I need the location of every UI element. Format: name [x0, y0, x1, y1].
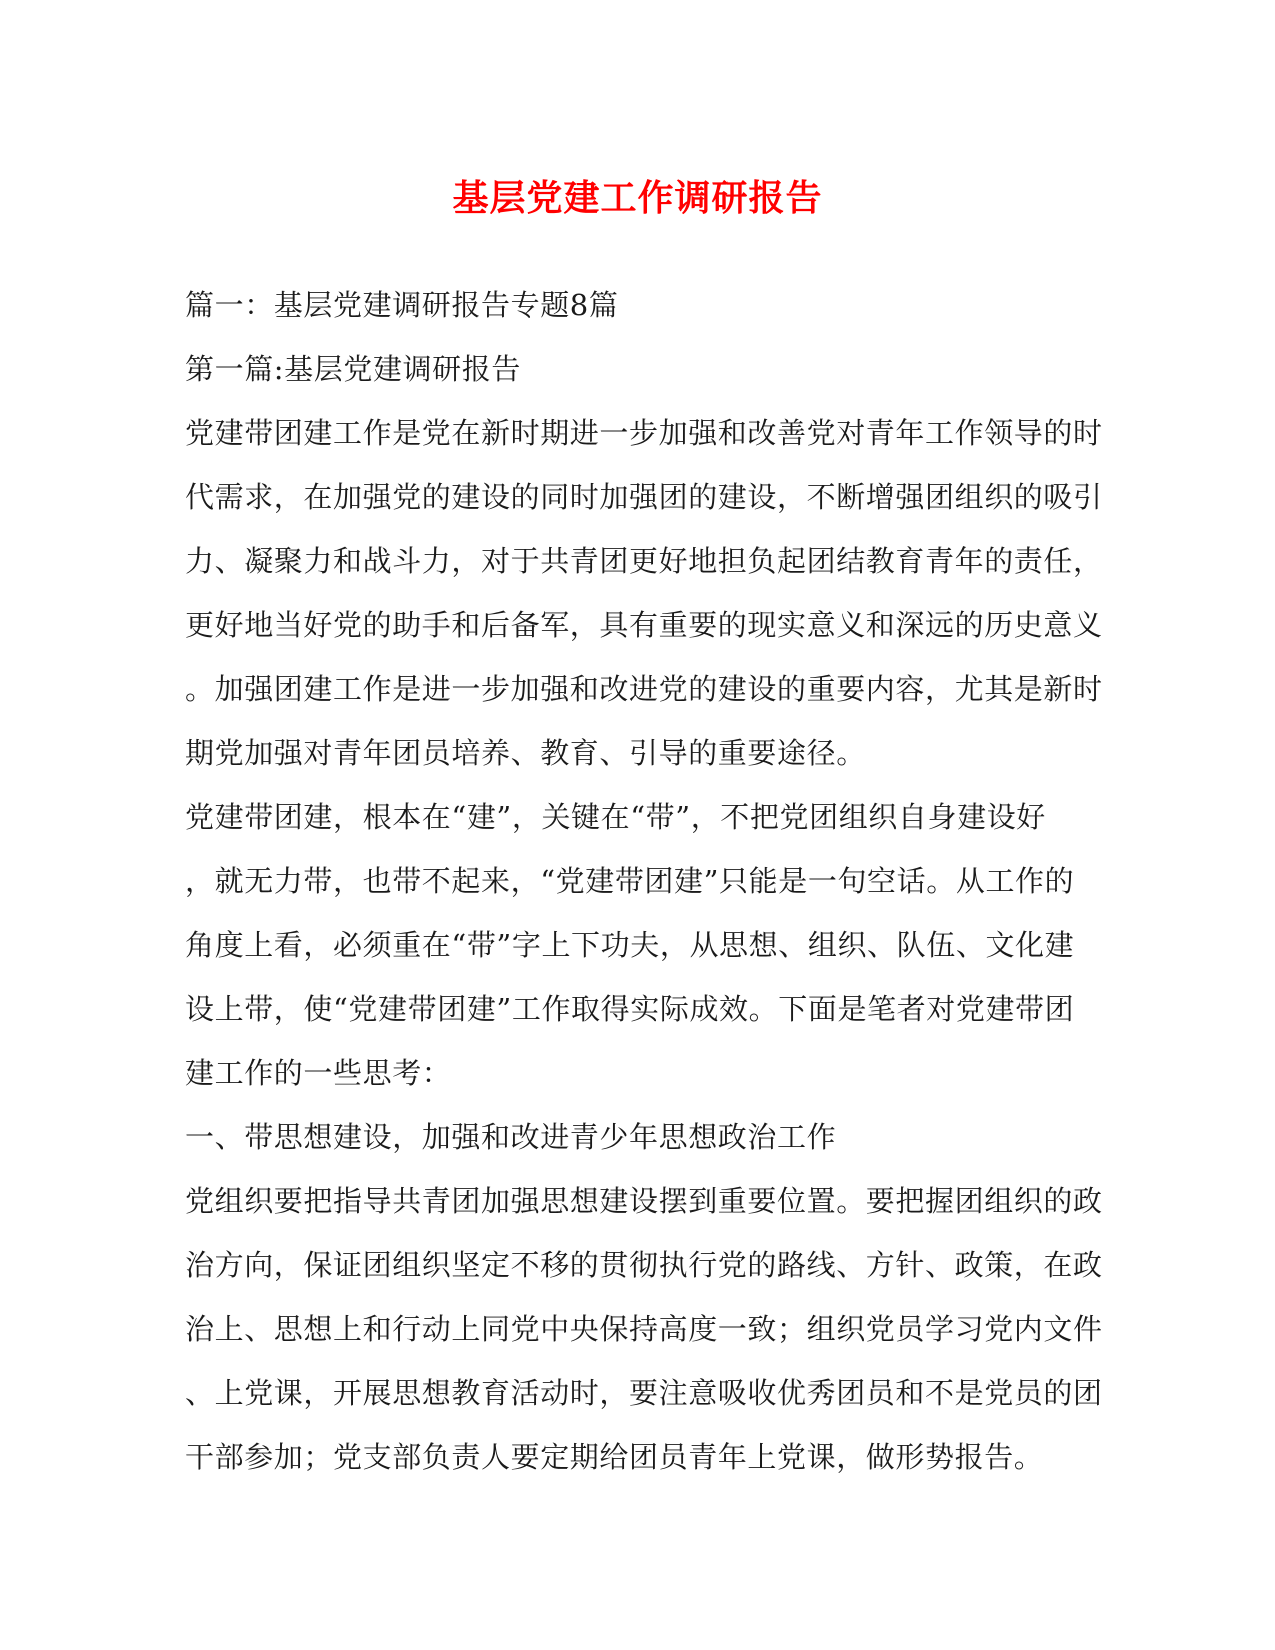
- text-line: 党建带团建工作是党在新时期进一步加强和改善党对青年工作领导的时: [185, 416, 1103, 450]
- text-line: 力、凝聚力和战斗力，对于共青团更好地担负起团结教育青年的责任，: [185, 544, 1103, 578]
- document-title: 基层党建工作调研报告: [452, 177, 823, 219]
- text-line: 篇一：基层党建调研报告专题8篇: [185, 288, 619, 322]
- text-line: 角度上看，必须重在“带”字上下功夫，从思想、组织、队伍、文化建: [185, 928, 1075, 962]
- text-line: 党组织要把指导共青团加强思想建设摆到重要位置。要把握团组织的政: [185, 1184, 1103, 1218]
- text-line: 、上党课，开展思想教育活动时，要注意吸收优秀团员和不是党员的团: [185, 1376, 1103, 1410]
- text-line: ，就无力带，也带不起来，“党建带团建”只能是一句空话。从工作的: [185, 864, 1075, 898]
- text-line: 一、带思想建设，加强和改进青少年思想政治工作: [185, 1120, 837, 1154]
- text-line: 更好地当好党的助手和后备军，具有重要的现实意义和深远的历史意义: [185, 608, 1103, 642]
- text-line: 干部参加；党支部负责人要定期给团员青年上党课，做形势报告。: [185, 1440, 1044, 1474]
- text-line: 期党加强对青年团员培养、教育、引导的重要途径。: [185, 736, 866, 770]
- text-line: 建工作的一些思考：: [185, 1056, 452, 1090]
- text-line: 党建带团建，根本在“建”，关键在“带”，不把党团组织自身建设好: [185, 800, 1046, 834]
- text-line: 治方向，保证团组织坚定不移的贯彻执行党的路线、方针、政策，在政: [185, 1248, 1103, 1282]
- text-line: 第一篇:基层党建调研报告: [185, 352, 521, 386]
- text-line: 。加强团建工作是进一步加强和改进党的建设的重要内容，尤其是新时: [185, 672, 1103, 706]
- text-line: 设上带，使“党建带团建”工作取得实际成效。下面是笔者对党建带团: [185, 992, 1075, 1026]
- text-line: 治上、思想上和行动上同党中央保持高度一致；组织党员学习党内文件: [185, 1312, 1103, 1346]
- document-body: [185, 280, 1103, 1496]
- text-line: 代需求，在加强党的建设的同时加强团的建设，不断增强团组织的吸引: [185, 480, 1103, 514]
